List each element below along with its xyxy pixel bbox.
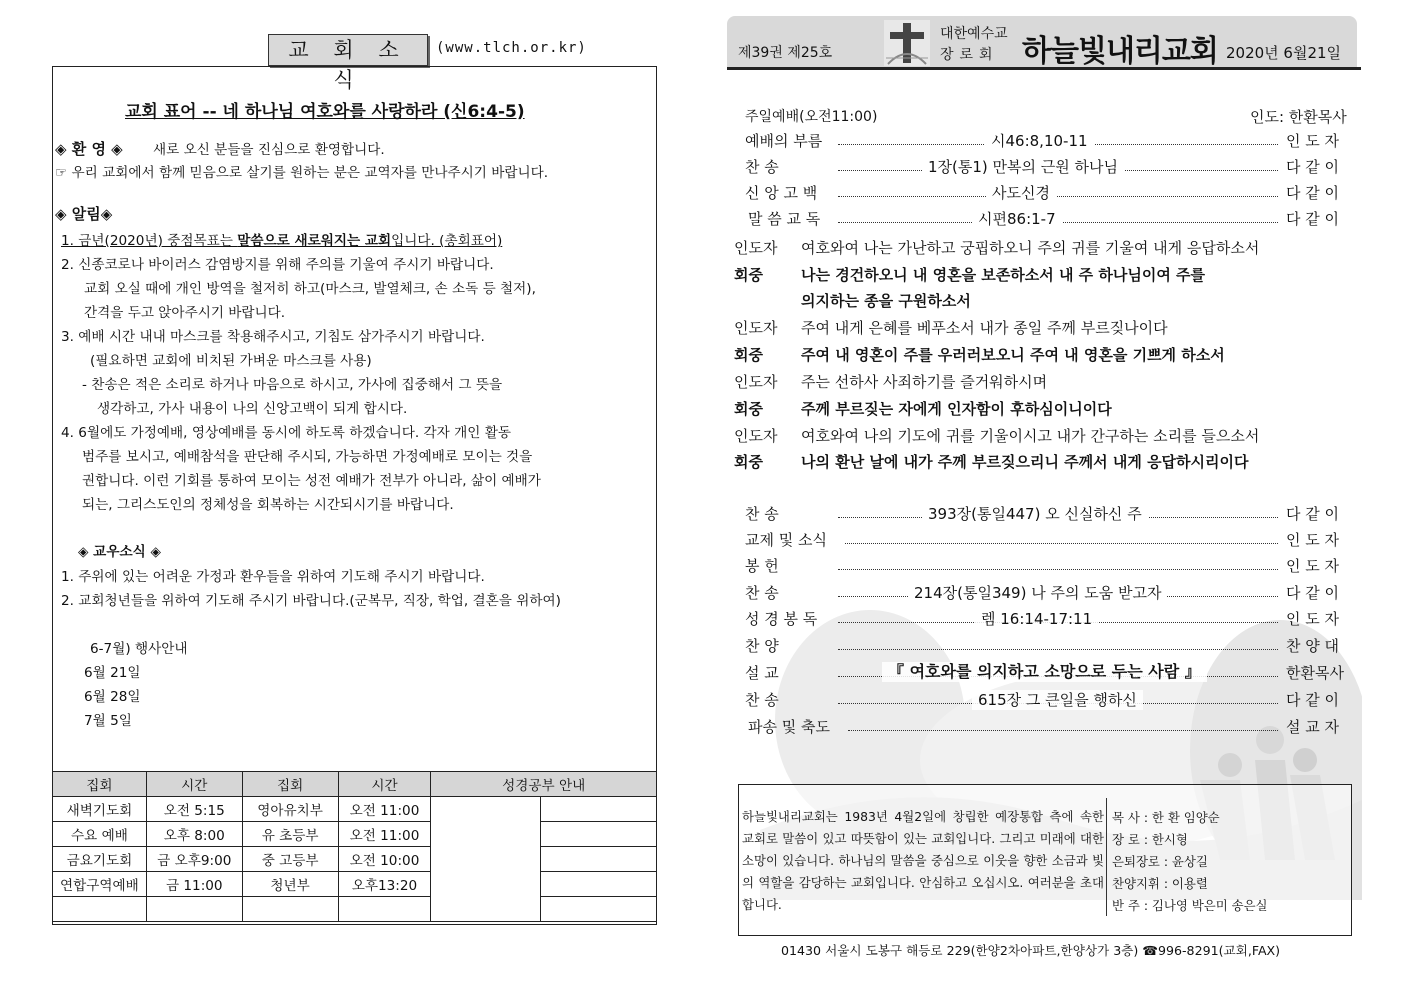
notice-1-b: 말씀으로 새로워지는 교회 — [237, 233, 392, 249]
church-address: 01430 서울시 도봉구 해등로 229(한양2차아파트,한양상가 3층) ☎996-8291(교회,FAX) — [781, 943, 1281, 958]
order-content: 시46:8,10-11 — [985, 131, 1094, 151]
table-cell — [541, 822, 657, 847]
order-by: 다 같 이 — [1286, 691, 1340, 709]
notice-3c: - 찬송은 적은 소리로 하거나 마음으로 하시고, 가사에 집중해서 그 뜻을 — [82, 377, 503, 393]
order-by: 찬 양 대 — [1286, 637, 1340, 655]
denomination-line-2: 장로회 — [940, 47, 999, 63]
order-by: 다 같 이 — [1286, 210, 1340, 228]
sermon-title: 『 여호와를 의지하고 소망으로 두는 사람 』 — [882, 662, 1207, 682]
order-item: 파송 및 축도 — [748, 718, 830, 736]
order-content: 393장(통일447) 오 신실하신 주 — [922, 504, 1148, 524]
col-header: 성경공부 안내 — [431, 772, 657, 797]
bible-study-cell — [431, 797, 541, 922]
notice-3b: (필요하면 교회에 비치된 가벼운 마스크를 사용) — [90, 353, 372, 369]
event-item: 6월 28일 — [84, 689, 141, 705]
order-item: 교제 및 소식 — [745, 531, 827, 549]
order-item: 찬 양 — [745, 637, 779, 655]
table-cell: 새벽기도회 — [53, 797, 147, 822]
leader-dots — [848, 730, 1278, 731]
order-by: 인 도 자 — [1286, 132, 1340, 150]
staff-choir-director: 찬양지휘 : 이용렬 — [1112, 876, 1208, 891]
reading-text: 여호와여 나는 가난하고 궁핍하오니 주의 귀를 기울여 내게 응답하소서 — [801, 239, 1260, 257]
order-by: 다 같 이 — [1286, 584, 1340, 602]
church-name: 하늘빛내리교회 — [1022, 34, 1218, 69]
table-row — [53, 897, 657, 922]
order-item: 성 경 봉 독 — [745, 610, 818, 628]
notice-2b: 교회 오실 때에 개인 방역을 철저히 하고(마스크, 발열체크, 손 소독 등 철저), — [84, 281, 536, 297]
reading-text: 여호와여 나의 기도에 귀를 기울이시고 내가 간구하는 소리를 들으소서 — [801, 427, 1260, 445]
order-item: 설 교 — [745, 664, 779, 682]
table-row — [53, 797, 657, 822]
notice-4b: 범주를 보시고, 예배참석을 판단해 주시되, 가능하면 가정예배로 모이는 것을 — [82, 449, 533, 465]
table-cell: 수요 예배 — [53, 822, 147, 847]
reading-text: 의지하는 종을 구원하소서 — [801, 292, 971, 310]
table-cell: 오전 11:00 — [338, 797, 431, 822]
notice-1 — [61, 232, 502, 250]
reading-role: 회중 — [734, 266, 763, 284]
table-cell: 중 고등부 — [242, 847, 338, 872]
reading-text: 주는 선하사 사죄하기를 즐거워하시며 — [801, 373, 1048, 391]
welcome-text: 새로 오신 분들을 진심으로 환영합니다. — [153, 142, 385, 158]
table-cell: 오후 8:00 — [146, 822, 242, 847]
staff-accompanist: 반 주 : 김나영 박은미 송은실 — [1112, 898, 1268, 913]
table-row — [53, 822, 657, 847]
table-cell: 오전 5:15 — [146, 797, 242, 822]
order-item: 봉 헌 — [745, 557, 779, 575]
table-cell — [541, 897, 657, 922]
table-cell — [53, 897, 147, 922]
order-item: 예배의 부름 — [745, 132, 823, 150]
notice-4a: 4. 6월에도 가정예배, 영상예배를 동시에 하도록 하겠습니다. 각자 개인 활동 — [61, 425, 511, 441]
order-content: 시편86:1-7 — [972, 209, 1062, 229]
order-content: 사도신경 — [986, 183, 1056, 203]
meeting-schedule-table — [52, 771, 657, 922]
table-cell — [146, 897, 242, 922]
order-by: 다 같 이 — [1286, 184, 1340, 202]
table-header-row — [53, 772, 657, 797]
table-cell: 오전 11:00 — [338, 822, 431, 847]
notice-2c: 간격을 두고 앉아주시기 바랍니다. — [84, 305, 286, 321]
church-url[interactable]: (www.tlch.or.kr) — [436, 40, 587, 56]
order-item: 찬 송 — [745, 584, 779, 602]
events-heading: 6-7월) 행사안내 — [90, 641, 188, 657]
table-cell: 오후13:20 — [338, 872, 431, 897]
col-header: 집회 — [242, 772, 338, 797]
notice-1-c: 입니다. (총회표어) — [391, 233, 503, 249]
member-news-2: 2. 교회청년들을 위하여 기도해 주시기 바랍니다.(군복무, 직장, 학업, 결혼을 위하여) — [61, 593, 561, 609]
reading-role: 회중 — [734, 346, 763, 364]
table-cell — [242, 897, 338, 922]
table-cell — [541, 797, 657, 822]
reading-role: 인도자 — [734, 427, 778, 445]
order-by: 다 같 이 — [1286, 158, 1340, 176]
member-news-1: 1. 주위에 있는 어려운 가정과 환우들을 위하여 기도해 주시기 바랍니다. — [61, 569, 485, 585]
leader-dots — [838, 196, 1278, 197]
info-divider — [1106, 798, 1107, 916]
table-row — [53, 847, 657, 872]
denomination-line-1: 대한예수교 — [940, 26, 1008, 42]
order-item: 말 씀 교 독 — [748, 210, 821, 228]
notice-1-a: 1. 금년(2020년) 중점목표는 — [61, 233, 238, 249]
table-cell — [541, 872, 657, 897]
order-item: 찬 송 — [745, 691, 779, 709]
col-header: 시간 — [338, 772, 431, 797]
notice-2a: 2. 신종코로나 바이러스 감염방지를 위해 주의를 기울여 주시기 바랍니다. — [61, 257, 494, 273]
reading-text: 나는 경건하오니 내 영혼을 보존하소서 내 주 하나님이여 주를 — [801, 266, 1206, 284]
reading-text: 주께 부르짖는 자에게 인자함이 후하심이니이다 — [801, 400, 1112, 418]
staff-elder: 장 로 : 한시형 — [1112, 832, 1188, 847]
notice-3d: 생각하고, 가사 내용이 나의 신앙고백이 되게 합시다. — [97, 401, 408, 417]
order-by: 인 도 자 — [1286, 610, 1340, 628]
reading-text: 나의 환난 날에 내가 주께 부르짖으리니 주께서 내게 응답하시리이다 — [801, 453, 1249, 471]
welcome-text-2: ☞ 우리 교회에서 함께 믿음으로 살기를 원하는 분은 교역자를 만나주시기 바랍니다. — [55, 165, 549, 181]
volume-number: 제39권 제25호 — [738, 45, 833, 61]
service-leader: 인도: 한환목사 — [1250, 108, 1347, 126]
order-item: 신 앙 고 백 — [745, 184, 818, 202]
staff-retired-elder: 은퇴장로 : 윤상길 — [1112, 854, 1208, 869]
church-logo-icon — [884, 20, 930, 66]
event-item: 7월 5일 — [84, 713, 132, 729]
leader-dots — [845, 543, 1278, 544]
reading-role: 인도자 — [734, 239, 778, 257]
reading-role: 회중 — [734, 453, 763, 471]
table-cell: 금 오후9:00 — [146, 847, 242, 872]
table-cell: 금요기도회 — [53, 847, 147, 872]
col-header: 시간 — [146, 772, 242, 797]
reading-role: 회중 — [734, 400, 763, 418]
table-cell: 유 초등부 — [242, 822, 338, 847]
church-motto: 교회 표어 -- 네 하나님 여호와를 사랑하라 (신6:4-5) — [125, 102, 525, 122]
order-content: 615장 그 큰일을 행하신 — [972, 690, 1143, 710]
notice-heading: ◈ 알림◈ — [55, 205, 113, 223]
notice-4d: 되는, 그리스도인의 정체성을 회복하는 시간되시기를 바랍니다. — [82, 497, 454, 513]
table-cell: 연합구역예배 — [53, 872, 147, 897]
news-title: 교 회 소 식 — [268, 34, 428, 66]
notice-4c: 권합니다. 이런 기회를 통하여 모이는 성전 예배가 전부가 아니라, 삶이 예배가 — [82, 473, 541, 489]
member-news-heading: ◈ 교우소식 ◈ — [78, 544, 161, 560]
order-item: 찬 송 — [745, 505, 779, 523]
table-cell: 영아유치부 — [242, 797, 338, 822]
leader-dots — [838, 569, 1278, 570]
event-item: 6월 21일 — [84, 665, 141, 681]
reading-role: 인도자 — [734, 319, 778, 337]
table-cell: 금 11:00 — [146, 872, 242, 897]
church-introduction: 하늘빛내리교회는 1983년 4월2일에 창립한 예장통합 측에 속한 교회로 말씀이 있고 따뜻함이 있는 교회입니다. 그리고 미래에 대한 소망이 있습니다. 하나님의 말씀을 중심으로 이웃을 향한 소금과 빛의 역할을 감당하는 교회입니다. 안심하고 오십시오. 여러분을 초대합니다. — [742, 809, 1104, 912]
reading-role: 인도자 — [734, 373, 778, 391]
order-content: 214장(통일349) 나 주의 도움 받고자 — [908, 583, 1167, 603]
reading-text: 주여 내게 은혜를 베푸소서 내가 종일 주께 부르짖나이다 — [801, 319, 1168, 337]
reading-text: 주여 내 영혼이 주를 우러러보오니 주여 내 영혼을 기쁘게 하소서 — [801, 346, 1225, 364]
order-by: 한환목사 — [1286, 664, 1344, 682]
table-cell: 오전 10:00 — [338, 847, 431, 872]
table-cell: 청년부 — [242, 872, 338, 897]
bulletin-date: 2020년 6월21일 — [1226, 44, 1342, 62]
order-content: 1장(통1) 만복의 근원 하나님 — [922, 157, 1124, 177]
col-header: 집회 — [53, 772, 147, 797]
order-content: 렘 16:14-17:11 — [975, 609, 1098, 629]
staff-pastor: 목 사 : 한 환 임양순 — [1112, 810, 1220, 825]
order-by: 인 도 자 — [1286, 557, 1340, 575]
table-cell — [338, 897, 431, 922]
order-by: 다 같 이 — [1286, 505, 1340, 523]
leader-dots — [838, 649, 1278, 650]
notice-3a: 3. 예배 시간 내내 마스크를 착용해주시고, 기침도 삼가주시기 바랍니다. — [61, 329, 485, 345]
order-by: 설 교 자 — [1286, 718, 1340, 736]
order-by: 인 도 자 — [1286, 531, 1340, 549]
service-time: 주일예배(오전11:00) — [745, 109, 878, 125]
table-cell — [541, 847, 657, 872]
order-item: 찬 송 — [745, 158, 779, 176]
welcome-heading: ◈ 환 영 ◈ — [55, 140, 123, 158]
table-row — [53, 872, 657, 897]
